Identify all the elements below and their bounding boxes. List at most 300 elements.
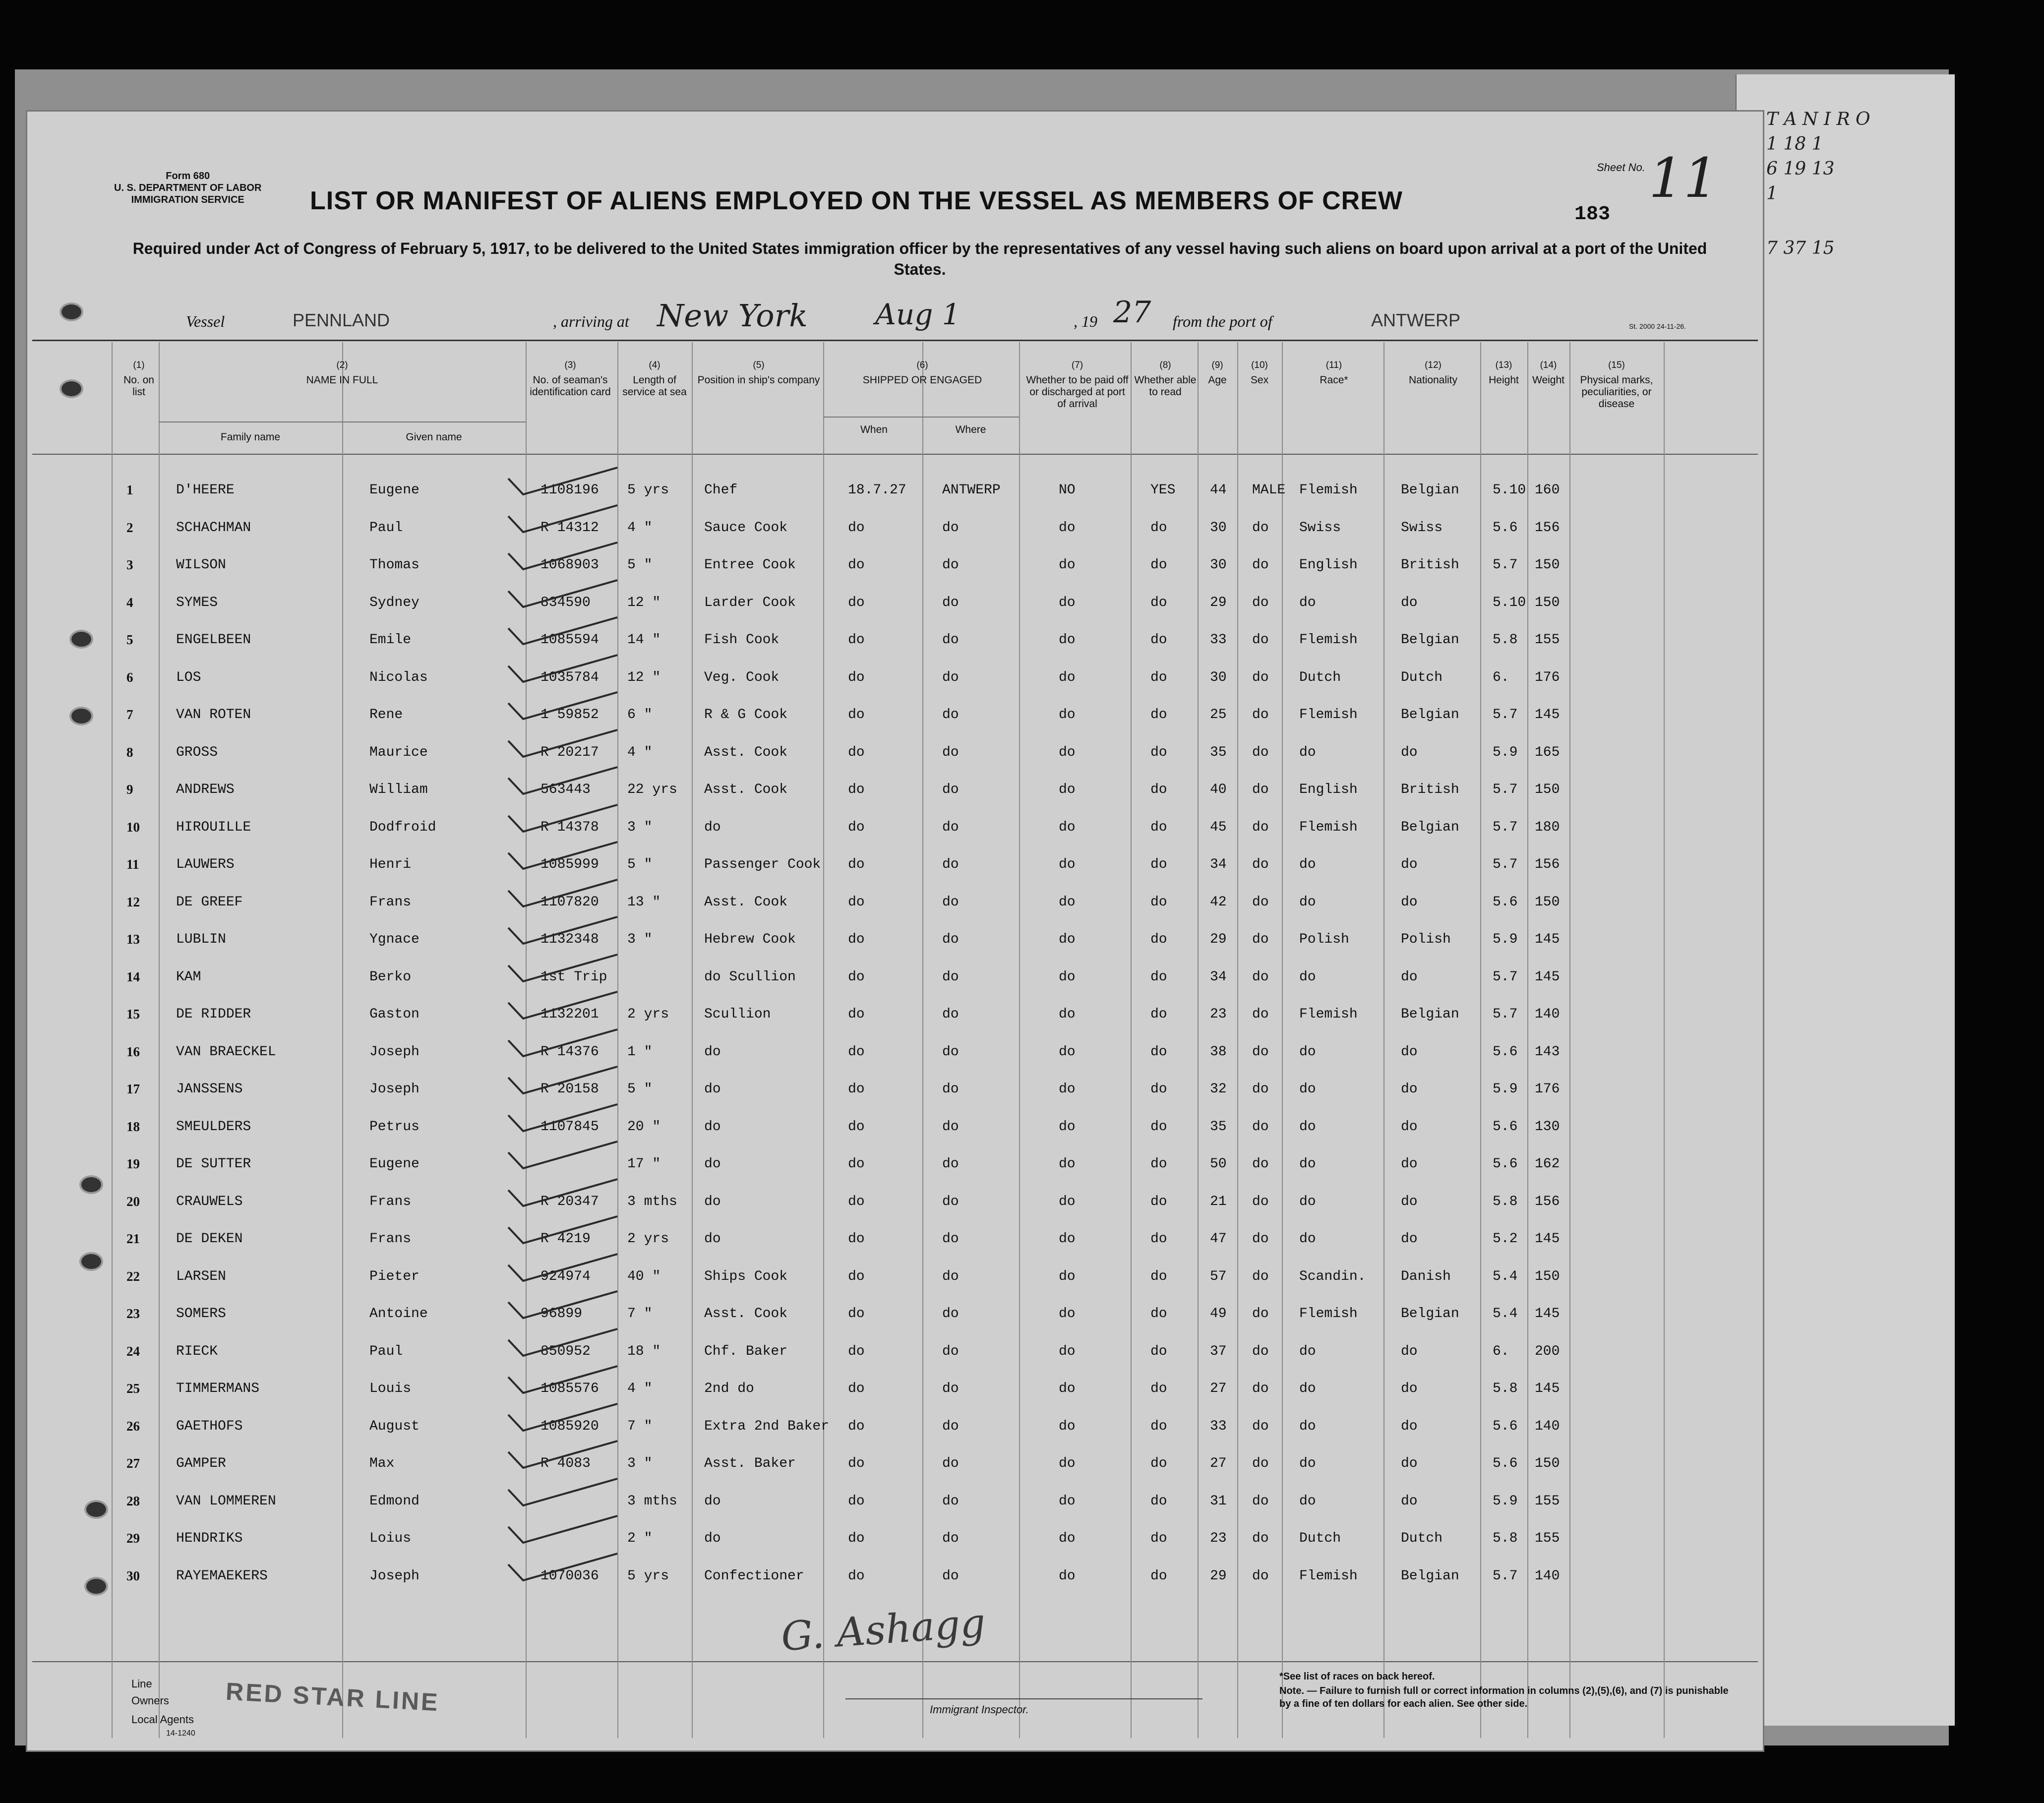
cell-height: 5.9 [1493,1493,1518,1509]
cell-position: do [704,1194,721,1209]
cell-weight: 155 [1535,632,1560,648]
cell-no: 8 [126,744,133,760]
cell-when: do [848,1007,865,1022]
cell-position: Larder Cook [704,595,796,610]
inspector-line [845,1698,1202,1699]
check-mark-icon [503,801,622,841]
cell-card: 1132348 [541,932,599,947]
cell-service: 18 " [627,1343,661,1359]
cell-where: do [942,1156,959,1172]
fine-note [1279,1684,1736,1710]
check-mark-icon [503,838,622,878]
cell-family: HENDRIKS [176,1531,243,1546]
cell-family: RAYEMAEKERS [176,1568,268,1584]
cell-age: 32 [1210,1082,1227,1097]
cell-position: Sauce Cook [704,520,788,536]
cell-card: 1107845 [541,1119,599,1135]
cell-sex: do [1252,595,1269,610]
print-code: St. 2000 24-11-26. [1629,322,1686,330]
check-mark-icon [503,464,622,503]
cell-position: do Scullion [704,969,796,985]
subheader-rule [823,417,1019,418]
cell-sex: do [1252,520,1269,536]
cell-nationality: Belgian [1401,632,1459,648]
col-header-15: (15) Physical marks, peculiarities, or disease [1580,360,1653,410]
table-top-rule [32,340,1758,341]
check-mark-icon [503,876,622,915]
cell-paid: do [1059,707,1076,722]
cell-race: Swiss [1299,520,1341,536]
cell-read: do [1150,1381,1167,1396]
cell-when: do [848,669,865,685]
cell-age: 33 [1210,1418,1227,1434]
cell-race: Flemish [1299,482,1358,498]
cell-read: do [1150,1194,1167,1209]
cell-height: 5.8 [1493,1194,1518,1209]
cell-given: Petrus [369,1119,420,1135]
cell-paid: do [1059,1493,1076,1509]
cell-race: do [1299,744,1316,760]
binder-hole [60,302,83,321]
cell-no: 15 [126,1007,140,1022]
form-info [114,170,261,206]
cell-when: do [848,1231,865,1247]
cell-height: 5.6 [1493,1156,1518,1172]
cell-height: 5.10 [1493,482,1526,498]
cell-given: Pieter [369,1268,420,1284]
check-mark-icon [503,576,622,616]
manifest-sheet [27,112,1763,1750]
table-row [27,656,1763,693]
cell-service: 20 " [627,1119,661,1135]
cell-weight: 143 [1535,1044,1560,1060]
cell-age: 23 [1210,1531,1227,1546]
cell-card: 850952 [541,1343,591,1359]
cell-paid: do [1059,1306,1076,1322]
arrival-date: Aug 1 [875,298,961,331]
table-row [27,918,1763,955]
cell-when: do [848,894,865,910]
cell-sex: do [1252,894,1269,910]
cell-weight: 145 [1535,707,1560,722]
cell-sex: MALE [1252,482,1286,498]
cell-family: DE DEKEN [176,1231,243,1247]
cell-card: 1107820 [541,894,599,910]
cell-race: Dutch [1299,669,1341,685]
cell-no: 14 [126,969,140,984]
cell-service: 3 " [627,1456,653,1471]
cell-age: 35 [1210,744,1227,760]
cell-service: 5 yrs [627,482,669,498]
cell-when: do [848,969,865,985]
cell-where: do [942,1493,959,1509]
cell-age: 29 [1210,1568,1227,1584]
cell-height: 5.9 [1493,744,1518,760]
inspector-label: Immigrant Inspector. [930,1703,1029,1716]
cell-weight: 150 [1535,557,1560,573]
cell-position: do [704,1156,721,1172]
col-header-14: (14) Weight [1532,360,1564,386]
cell-weight: 150 [1535,1456,1560,1471]
cell-nationality: Danish [1401,1268,1451,1284]
cell-where: do [942,894,959,910]
cell-family: LUBLIN [176,932,226,947]
cell-read: do [1150,969,1167,985]
cell-race: Scandin. [1299,1268,1366,1284]
cell-family: WILSON [176,557,226,573]
cell-service: 14 " [627,632,661,648]
cell-nationality: Belgian [1401,707,1459,722]
cell-card: R 4083 [541,1456,591,1471]
table-row [27,731,1763,768]
col-header-family: Family name [220,431,281,443]
cell-where: do [942,1456,959,1471]
cell-paid: do [1059,557,1076,573]
port-label: from the port of [1173,312,1272,330]
cell-weight: 156 [1535,520,1560,536]
cell-when: do [848,595,865,610]
cell-given: Sydney [369,595,420,610]
cell-read: do [1150,1531,1167,1546]
cell-card: 1st Trip [541,969,607,985]
cell-race: Polish [1299,932,1349,947]
cell-family: LAUWERS [176,857,235,872]
cell-card: 1035784 [541,669,599,685]
cell-sex: do [1252,632,1269,648]
cell-when: do [848,1568,865,1584]
cell-nationality: do [1401,1231,1418,1247]
table-row [27,1405,1763,1442]
cell-read: do [1150,857,1167,872]
cell-where: do [942,1343,959,1359]
arrival-year: 27 [1113,295,1151,330]
cell-age: 29 [1210,932,1227,947]
cell-weight: 156 [1535,857,1560,872]
check-mark-icon [503,688,622,728]
check-mark-icon [503,1512,622,1552]
cell-position: Ships Cook [704,1268,788,1284]
cell-family: VAN LOMMEREN [176,1493,276,1509]
table-row [27,1480,1763,1516]
cell-age: 47 [1210,1231,1227,1247]
cell-read: do [1150,557,1167,573]
cell-weight: 140 [1535,1007,1560,1022]
cell-weight: 155 [1535,1531,1560,1546]
check-mark-icon [503,1063,622,1102]
cell-where: do [942,1231,959,1247]
check-mark-icon [503,1100,622,1140]
cell-height: 5.7 [1493,707,1518,722]
cell-weight: 145 [1535,1381,1560,1396]
cell-position: Fish Cook [704,632,780,648]
cell-paid: do [1059,1418,1076,1434]
sheet-number: 11 [1649,146,1718,210]
cell-position: Extra 2nd Baker [704,1418,830,1434]
cell-read: do [1150,1306,1167,1322]
cell-paid: NO [1059,482,1076,498]
cell-nationality: do [1401,1082,1418,1097]
cell-height: 5.8 [1493,632,1518,648]
col-header-12: (12) Nationality [1408,360,1458,386]
cell-service: 4 " [627,520,653,536]
table-row [27,1142,1763,1179]
cell-when: 18.7.27 [848,482,906,498]
cell-given: Emile [369,632,412,648]
cell-sex: do [1252,1493,1269,1509]
cell-sex: do [1252,1044,1269,1060]
table-row [27,1555,1763,1591]
cell-family: SMEULDERS [176,1119,251,1135]
table-row [27,1517,1763,1554]
cell-race: do [1299,894,1316,910]
col-header-9: (9) Age [1208,360,1227,386]
cell-card: 96899 [541,1306,583,1322]
cell-age: 27 [1210,1381,1227,1396]
cell-sex: do [1252,819,1269,835]
cell-read: do [1150,707,1167,722]
cell-age: 31 [1210,1493,1227,1509]
cell-race: English [1299,782,1358,797]
binder-hole [84,1500,108,1519]
cell-weight: 200 [1535,1343,1560,1359]
cell-service: 1 " [627,1044,653,1060]
cell-weight: 162 [1535,1156,1560,1172]
cell-given: Joseph [369,1082,420,1097]
cell-nationality: British [1401,782,1459,797]
cell-card: 1108196 [541,482,599,498]
cell-read: do [1150,932,1167,947]
cell-age: 25 [1210,707,1227,722]
cell-read: do [1150,782,1167,797]
cell-where: do [942,1568,959,1584]
cell-race: English [1299,557,1358,573]
binder-hole [69,707,93,725]
cell-position: 2nd do [704,1381,754,1396]
col-header-when: When [860,424,888,435]
cell-nationality: do [1401,1119,1418,1135]
binder-hole [79,1175,103,1194]
cell-height: 5.7 [1493,969,1518,985]
check-mark-icon [503,1550,622,1589]
table-header-rule [32,454,1758,455]
cell-race: do [1299,969,1316,985]
cell-sex: do [1252,1119,1269,1135]
subheader-rule [159,421,526,422]
cell-service: 2 " [627,1531,653,1546]
cell-when: do [848,1044,865,1060]
cell-card: 1085999 [541,857,599,872]
cell-weight: 140 [1535,1418,1560,1434]
cell-sex: do [1252,932,1269,947]
cell-service: 5 " [627,857,653,872]
cell-age: 30 [1210,520,1227,536]
cell-when: do [848,1418,865,1434]
table-row [27,768,1763,805]
check-mark-icon [503,1138,622,1177]
sheet-ref: 183 [1574,203,1611,226]
table-row [27,1330,1763,1367]
cell-no: 28 [126,1493,140,1508]
cell-read: do [1150,1418,1167,1434]
cell-paid: do [1059,1194,1076,1209]
cell-age: 27 [1210,1456,1227,1471]
cell-position: Asst. Cook [704,744,788,760]
cell-sex: do [1252,1156,1269,1172]
table-row [27,956,1763,992]
cell-given: Antoine [369,1306,428,1322]
cell-read: do [1150,632,1167,648]
cell-race: do [1299,857,1316,872]
cell-where: do [942,707,959,722]
cell-race: Flemish [1299,707,1358,722]
cell-paid: do [1059,1381,1076,1396]
races-note: *See list of races on back hereof. [1279,1671,1435,1682]
cell-when: do [848,1082,865,1097]
cell-where: do [942,1306,959,1322]
table-row [27,1030,1763,1067]
check-mark-icon [503,651,622,691]
cell-age: 44 [1210,482,1227,498]
cell-nationality: Swiss [1401,520,1443,536]
table-row [27,543,1763,580]
col-header-1: (1) No. on list [123,360,154,398]
cell-family: GAMPER [176,1456,226,1471]
cell-nationality: Belgian [1401,1306,1459,1322]
cell-age: 30 [1210,669,1227,685]
cell-nationality: do [1401,857,1418,872]
cell-family: SOMERS [176,1306,226,1322]
vessel-name: PENNLAND [293,310,390,330]
cell-nationality: do [1401,595,1418,610]
check-mark-icon [503,763,622,803]
cell-height: 5.7 [1493,819,1518,835]
table-row [27,1442,1763,1479]
check-mark-icon [503,913,622,953]
cell-position: Asst. Baker [704,1456,796,1471]
margin-note: 6 19 13 [1766,159,1835,179]
cell-sex: do [1252,1082,1269,1097]
col-header-5: (5) Position in ship's company [697,360,820,386]
cell-when: do [848,1493,865,1509]
arriving-port: New York [657,298,808,334]
check-mark-icon [503,1287,622,1327]
cell-given: Joseph [369,1044,420,1060]
cell-read: do [1150,520,1167,536]
departure-port: ANTWERP [1371,310,1460,330]
table-row [27,1255,1763,1292]
check-mark-icon [503,1437,622,1477]
cell-no: 24 [126,1343,140,1359]
cell-service: 13 " [627,894,661,910]
cell-age: 38 [1210,1044,1227,1060]
cell-age: 42 [1210,894,1227,910]
cell-race: do [1299,1044,1316,1060]
cell-no: 6 [126,669,133,685]
cell-height: 5.6 [1493,1418,1518,1434]
cell-read: do [1150,669,1167,685]
table-row [27,618,1763,655]
cell-paid: do [1059,1007,1076,1022]
red-star-line-stamp: RED STAR LINE [225,1677,440,1717]
cell-race: do [1299,1493,1316,1509]
cell-card: 1085920 [541,1418,599,1434]
cell-where: do [942,1418,959,1434]
check-mark-icon [503,726,622,766]
table-row [27,506,1763,543]
cell-family: VAN ROTEN [176,707,251,722]
cell-no: 13 [126,932,140,947]
cell-weight: 176 [1535,669,1560,685]
cell-where: do [942,857,959,872]
cell-age: 23 [1210,1007,1227,1022]
cell-where: do [942,782,959,797]
cell-given: Loius [369,1531,412,1546]
cell-no: 18 [126,1119,140,1134]
cell-where: do [942,1044,959,1060]
cell-read: do [1150,744,1167,760]
cell-sex: do [1252,1007,1269,1022]
cell-given: Edmond [369,1493,420,1509]
check-mark-icon [503,1475,622,1514]
cell-nationality: do [1401,1044,1418,1060]
cell-no: 19 [126,1156,140,1171]
cell-given: Frans [369,1194,412,1209]
cell-service: 4 " [627,1381,653,1396]
table-row [27,693,1763,730]
cell-race: do [1299,1156,1316,1172]
cell-paid: do [1059,632,1076,648]
cell-position: do [704,1531,721,1546]
cell-nationality: do [1401,1343,1418,1359]
cell-read: do [1150,1231,1167,1247]
cell-nationality: Polish [1401,932,1451,947]
cell-when: do [848,1531,865,1546]
cell-service: 3 mths [627,1493,677,1509]
check-mark-icon [503,539,622,578]
cell-given: Nicolas [369,669,428,685]
cell-family: ANDREWS [176,782,235,797]
cell-family: CRAUWELS [176,1194,243,1209]
cell-service: 3 " [627,819,653,835]
cell-race: do [1299,595,1316,610]
cell-age: 45 [1210,819,1227,835]
table-row [27,1068,1763,1104]
binder-hole [84,1577,108,1596]
check-mark-icon [503,951,622,990]
cell-race: Flemish [1299,1007,1358,1022]
cell-paid: do [1059,1119,1076,1135]
cell-height: 5.6 [1493,520,1518,536]
cell-nationality: British [1401,557,1459,573]
cell-position: Veg. Cook [704,669,780,685]
cell-card: 1068903 [541,557,599,573]
cell-weight: 155 [1535,1493,1560,1509]
cell-weight: 150 [1535,1268,1560,1284]
table-row [27,1180,1763,1217]
cell-given: Maurice [369,744,428,760]
cell-race: do [1299,1456,1316,1471]
check-mark-icon [503,1025,622,1065]
cell-no: 4 [126,595,133,610]
cell-weight: 156 [1535,1194,1560,1209]
cell-position: do [704,1082,721,1097]
margin-note: 1 18 1 [1766,134,1823,154]
cell-where: do [942,557,959,573]
cell-paid: do [1059,782,1076,797]
arriving-label: , arriving at [553,312,629,330]
cell-nationality: do [1401,1194,1418,1209]
cell-card: 563443 [541,782,591,797]
